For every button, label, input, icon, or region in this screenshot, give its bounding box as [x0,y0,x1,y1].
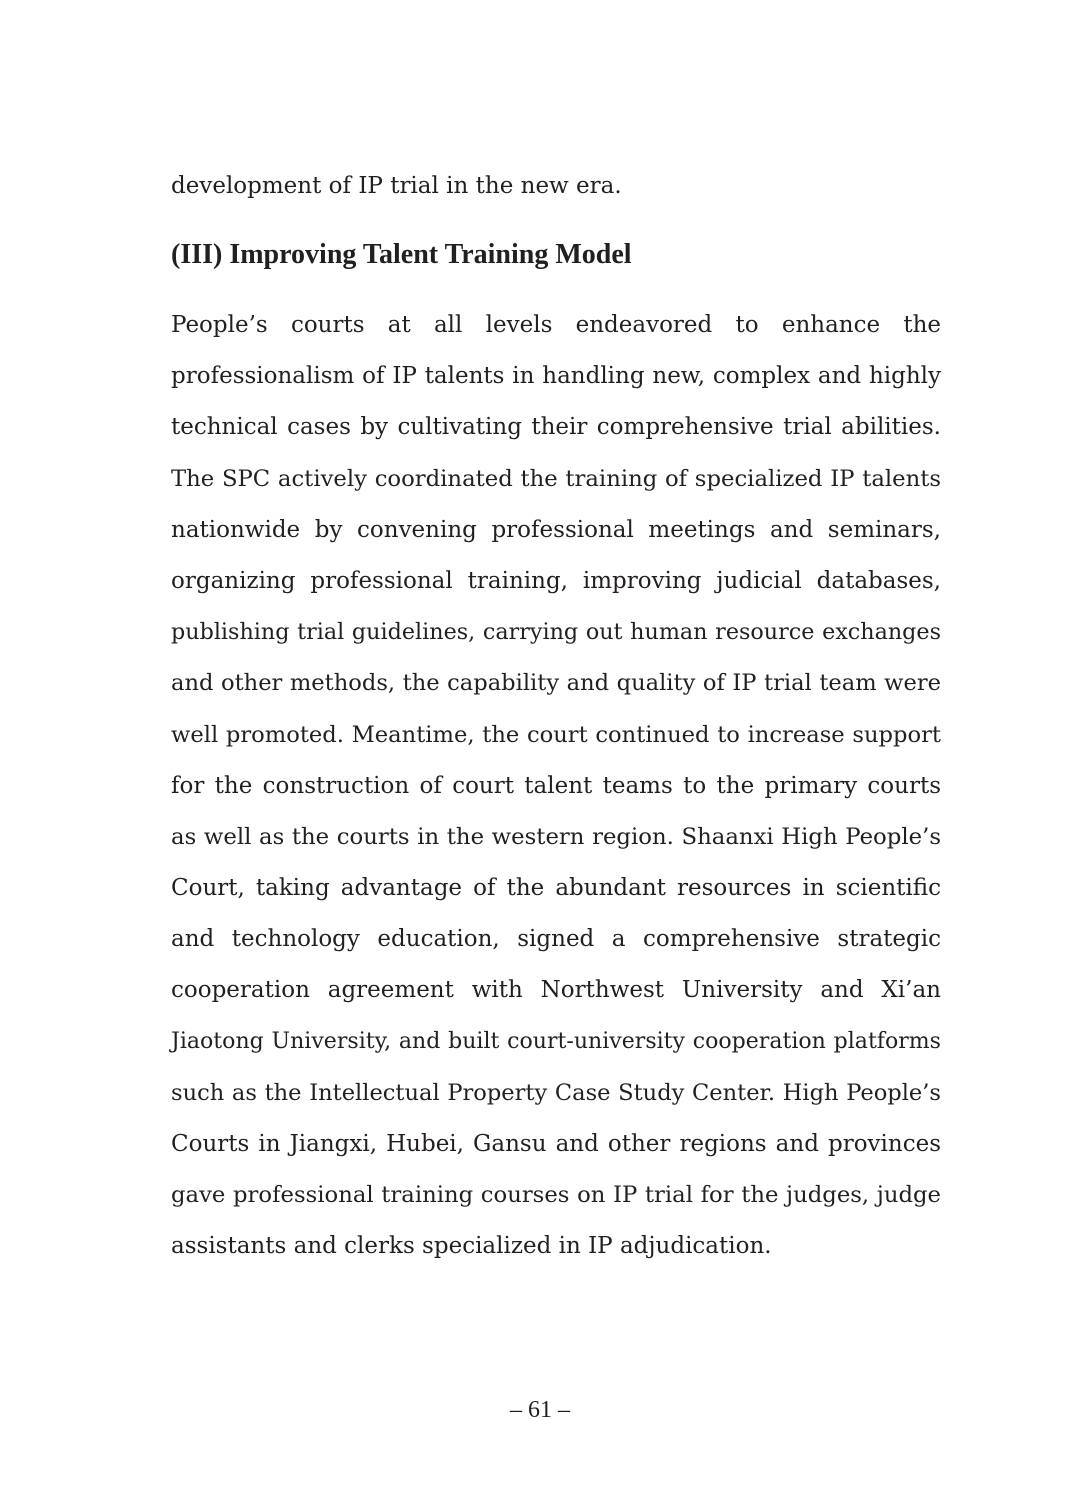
paragraph-line: The SPC actively coordinated the training of specialized IP talents [171,465,941,492]
paragraph-line: organizing professional training, improving judicial databases, [171,567,941,594]
paragraph-line: such as the Intellectual Property Case Study Center. High People’s [171,1079,941,1106]
paragraph-line: for the construction of court talent teams to the primary courts [171,772,941,799]
paragraph-line: and other methods, the capability and quality of IP trial team were [171,670,941,697]
paragraph-line: Jiaotong University, and built court-university cooperation platforms [171,1028,941,1054]
paragraph-line: and technology education, signed a comprehensive strategic [171,926,941,953]
body-paragraph [171,303,941,1276]
paragraph-line: cooperation agreement with Northwest University and Xi’an [171,977,941,1004]
paragraph-line: Courts in Jiangxi, Hubei, Gansu and other regions and provinces [171,1131,941,1157]
continued-text-line: development of IP trial in the new era. [171,173,622,199]
page-number: – 61 – [510,1397,570,1423]
paragraph-line: as well as the courts in the western region. Shaanxi High People’s [171,823,941,850]
paragraph-line: well promoted. Meantime, the court continued to increase support [171,721,941,748]
paragraph-line: professionalism of IP talents in handling new, complex and highly [171,363,941,390]
paragraph-line: gave professional training courses on IP trial for the judges, judge [171,1182,941,1209]
paragraph-line: People’s courts at all levels endeavored to enhance the [171,312,941,338]
paragraph-line: publishing trial guidelines, carrying out human resource exchanges [171,619,941,646]
paragraph-line: technical cases by cultivating their comprehensive trial abilities. [171,414,941,441]
paragraph-line: assistants and clerks specialized in IP adjudication. [171,1233,772,1260]
paragraph-line: Court, taking advantage of the abundant resources in scientific [171,875,941,902]
paragraph-line: nationwide by convening professional meetings and seminars, [171,516,941,543]
section-heading: (III) Improving Talent Training Model [171,239,632,270]
